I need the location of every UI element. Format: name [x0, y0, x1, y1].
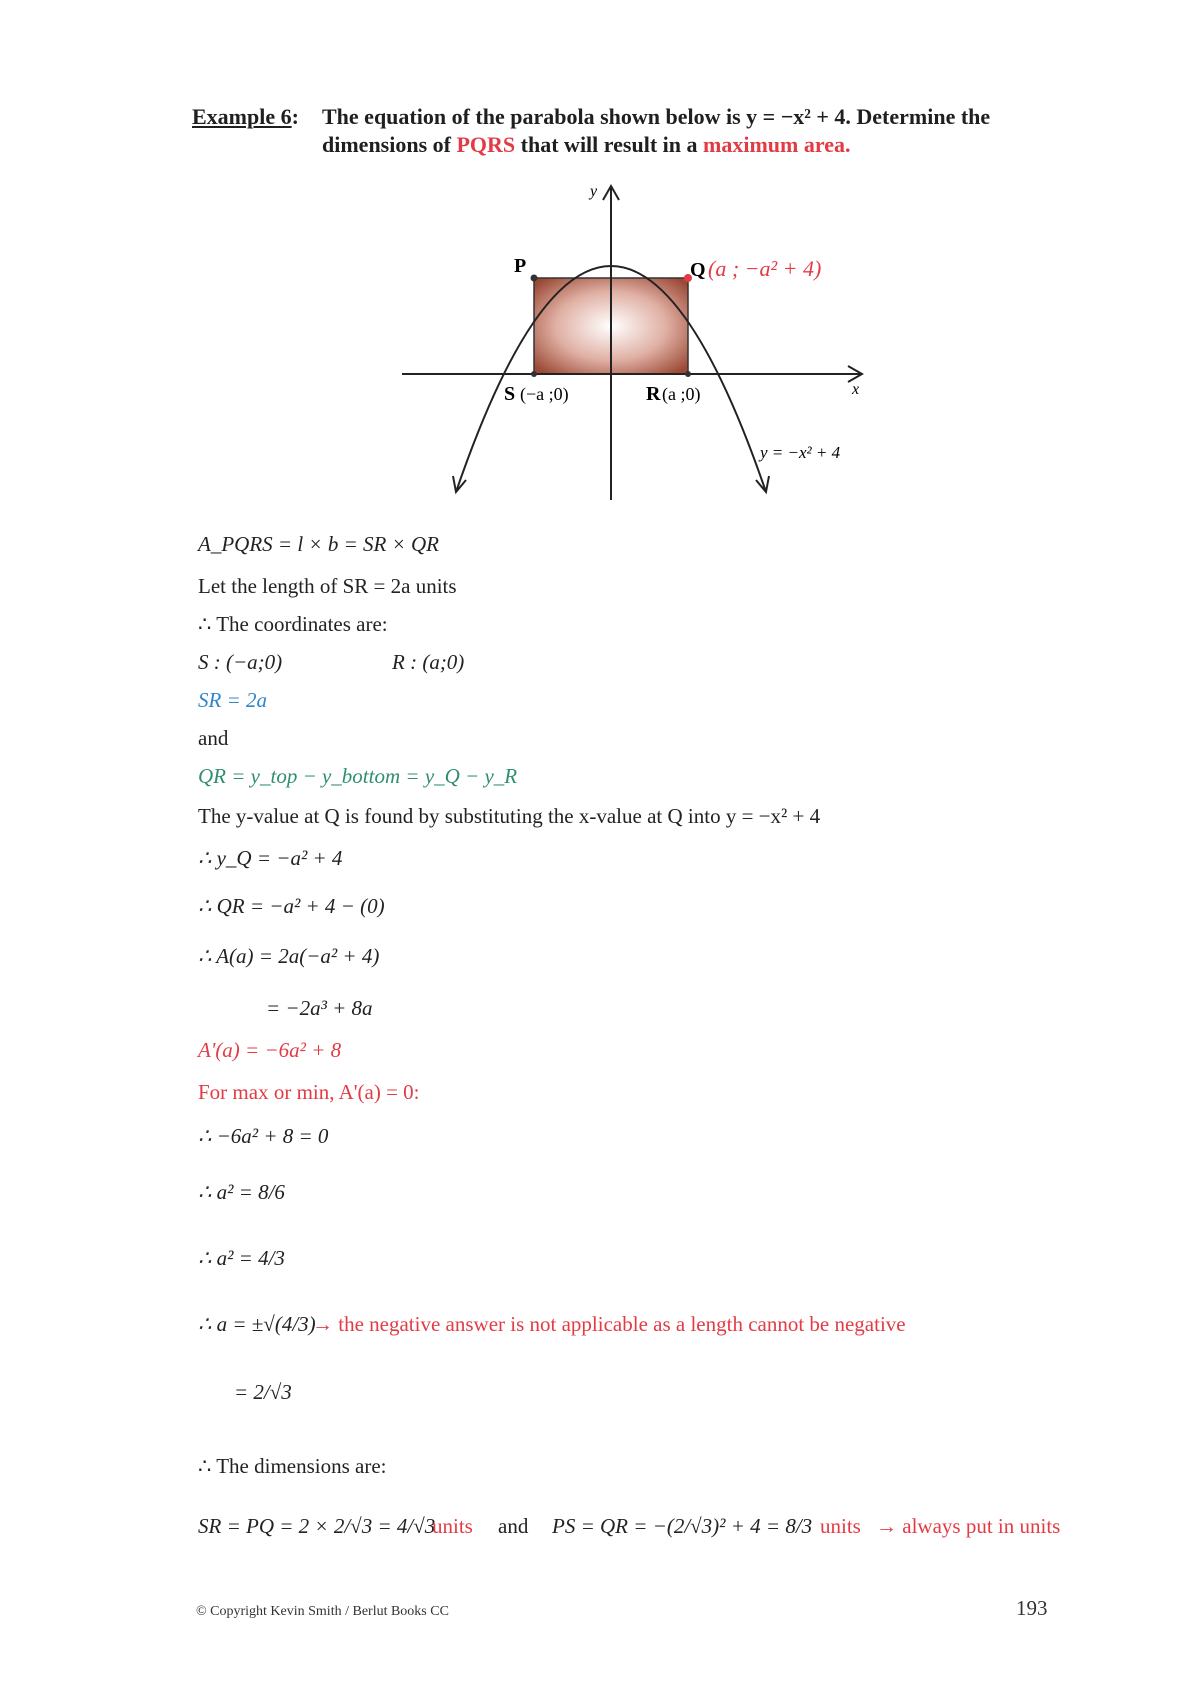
point-p [531, 275, 538, 282]
area-expanded: = −2a³ + 8a [266, 996, 373, 1020]
example-heading: Example 6: [192, 104, 299, 129]
qr-definition: QR = y_top − y_bottom = y_Q − y_R [198, 764, 518, 788]
r-coordinate: (a ;0) [662, 384, 701, 404]
units-1: units [432, 1514, 473, 1538]
a-value: = 2/√3 [234, 1380, 292, 1404]
r-label: R [646, 383, 661, 405]
area-formula: A_PQRS = l × b = SR × QR [198, 532, 439, 556]
yq-line: ∴ y_Q = −a² + 4 [198, 846, 343, 870]
and-text: and [198, 726, 229, 750]
page-number: 193 [1016, 1596, 1048, 1620]
area-function: ∴ A(a) = 2a(−a² + 4) [198, 944, 380, 968]
point-s [531, 371, 537, 377]
s-coordinate-line: S : (−a;0) [198, 650, 283, 674]
q-label: Q [690, 259, 706, 281]
sr-value: SR = 2a [198, 688, 267, 712]
units-note: → always put in units [876, 1514, 1061, 1538]
max-area-highlight: maximum area. [703, 132, 851, 157]
equation-zero: ∴ −6a² + 8 = 0 [198, 1124, 329, 1148]
heading-line-2: dimensions of PQRS that will result in a maximum area. [322, 132, 851, 157]
qr-line: ∴ QR = −a² + 4 − (0) [198, 894, 385, 918]
ps-qr-result: PS = QR = −(2/√3)² + 4 = 8/3 [552, 1514, 813, 1538]
copyright-footer: © Copyright Kevin Smith / Berlut Books CC [196, 1604, 449, 1619]
s-label: S [504, 383, 516, 405]
a-squared-8-6: ∴ a² = 8/6 [198, 1180, 285, 1204]
units-2: units [820, 1514, 861, 1538]
coordinates-intro: ∴ The coordinates are: [198, 612, 388, 636]
let-length-line: Let the length of SR = 2a units [198, 574, 457, 598]
example-label: Example 6 [192, 104, 292, 129]
and-text-2: and [498, 1514, 529, 1538]
q-coordinate: (a ; −a² + 4) [708, 256, 822, 281]
a-plus-minus: ∴ a = ±√(4/3) [198, 1312, 316, 1336]
r-coordinate-line: R : (a;0) [392, 650, 465, 674]
s-coordinate: (−a ;0) [520, 384, 569, 404]
heading-line-1: The equation of the parabola shown below is y = −x² + 4. Determine the [322, 104, 991, 129]
derivative-line: A'(a) = −6a² + 8 [198, 1038, 342, 1062]
x-axis-label: x [852, 381, 860, 398]
y-axis-label: y [590, 183, 598, 200]
dimensions-intro: ∴ The dimensions are: [198, 1454, 387, 1478]
a-squared-4-3: ∴ a² = 4/3 [198, 1246, 285, 1270]
sr-pq-result: SR = PQ = 2 × 2/√3 = 4/√3 [198, 1514, 436, 1538]
point-r [685, 371, 691, 377]
parabola-diagram [400, 180, 880, 510]
curve-equation-label: y = −x² + 4 [760, 443, 841, 462]
negative-note: → the negative answer is not applicable as a length cannot be negative [312, 1312, 906, 1336]
max-min-condition: For max or min, A'(a) = 0: [198, 1080, 420, 1104]
p-label: P [514, 255, 527, 277]
substitution-line: The y-value at Q is found by substituting the x-value at Q into y = −x² + 4 [198, 804, 821, 828]
pqrs-highlight: PQRS [456, 132, 516, 157]
